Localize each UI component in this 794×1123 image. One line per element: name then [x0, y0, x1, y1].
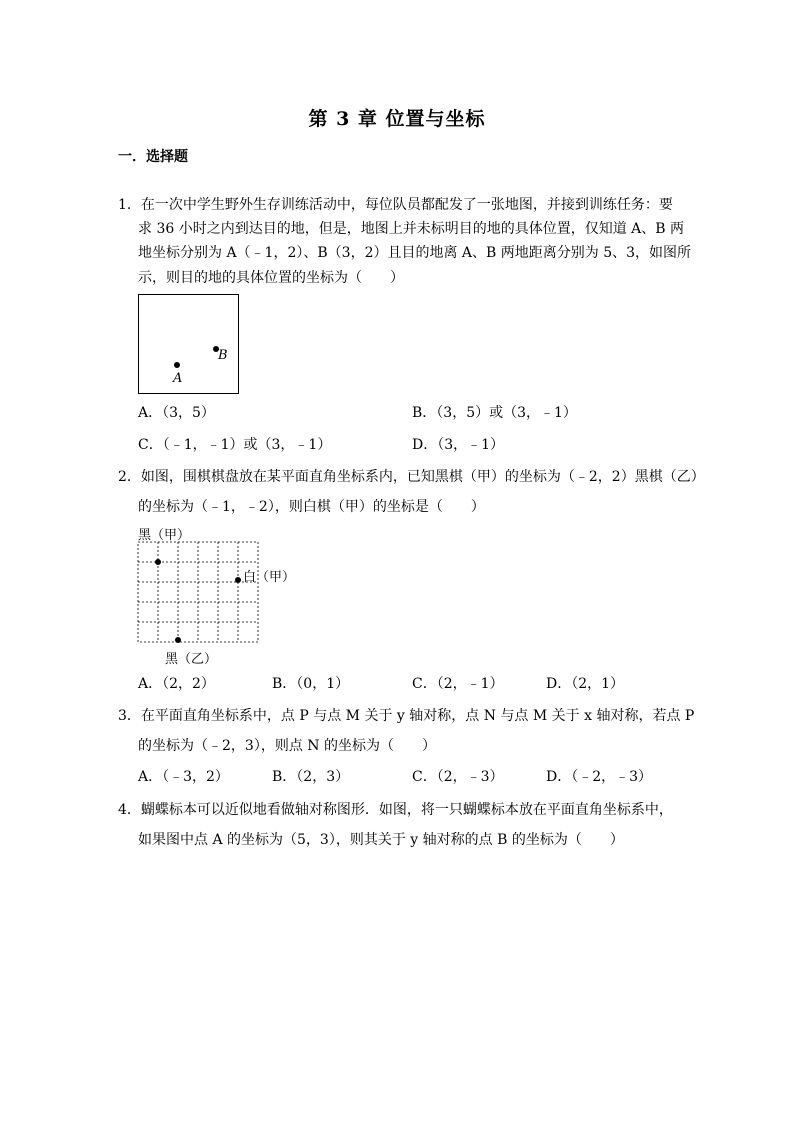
page-title: 第 3 章 位置与坐标 [308, 108, 486, 130]
q1-option-a: A．（3，5） [138, 405, 215, 421]
point-b-label: B [218, 348, 228, 363]
q1-text-line-4: 示，则目的地的具体位置的坐标为（ ） [138, 270, 404, 286]
q3-text-line-2: 的坐标为（﹣2，3），则点 N 的坐标为（ ） [138, 738, 436, 754]
q3-text-line-1: 3．在平面直角坐标系中，点 P 与点 M 关于 y 轴对称，点 N 与点 M 关于 x 轴对称，若点 P [118, 708, 695, 724]
q2-option-c: C．（2，﹣1） [412, 676, 504, 692]
section-heading: 一．选择题 [118, 149, 188, 165]
q4-text-line-1: 4．蝴蝶标本可以近似地看做轴对称图形．如图，将一只蝴蝶标本放在平面直角坐标系中， [118, 802, 673, 818]
point-a-label: A [173, 371, 183, 386]
black-jia-stone [155, 559, 161, 565]
q1-option-c: C．（﹣1，﹣1）或（3，﹣1） [138, 437, 332, 453]
black-yi-stone [175, 637, 181, 643]
q2-text-line-2: 的坐标为（﹣1，﹣2），则白棋（甲）的坐标是（ ） [138, 499, 485, 515]
q4-text-line-2: 如果图中点 A 的坐标为（5，3），则其关于 y 轴对称的点 B 的坐标为（ ） [138, 832, 624, 848]
point-a-dot [174, 362, 180, 368]
q3-option-a: A．（﹣3，2） [138, 769, 229, 785]
white-jia-label: 白（甲） [243, 570, 296, 585]
q3-option-b: B．（2，3） [272, 769, 350, 785]
go-board-grid [138, 542, 258, 642]
q1-map-figure [138, 294, 239, 394]
go-board-figure [136, 540, 262, 646]
black-yi-label: 黑（乙） [165, 652, 218, 667]
q1-text-line-1: 1．在一次中学生野外生存训练活动中，每位队员都配发了一张地图，并接到训练任务：要 [118, 197, 673, 213]
q1-option-d: D．（3，﹣1） [412, 437, 505, 453]
q1-text-line-3: 地坐标分别为 A（﹣1，2）、B（3，2）且目的地离 A、B 两地距离分别为 5、3，如图所 [138, 245, 692, 261]
q1-text-line-2: 求 36 小时之内到达目的地，但是，地图上并未标明目的地的具体位置，仅知道 A、B 两 [138, 221, 685, 237]
q2-option-d: D．（2，1） [546, 676, 625, 692]
q3-option-c: C．（2，﹣3） [412, 769, 504, 785]
q3-option-d: D．（﹣2，﹣3） [546, 769, 653, 785]
q2-text-line-1: 2．如图，围棋棋盘放在某平面直角坐标系内，已知黑棋（甲）的坐标为（﹣2，2）黑棋（乙） [118, 469, 705, 485]
black-jia-label: 黑（甲） [138, 528, 191, 543]
white-jia-stone [235, 577, 241, 583]
q1-option-b: B．（3，5）或（3，﹣1） [412, 405, 577, 421]
q2-option-b: B．（0，1） [272, 676, 350, 692]
q2-option-a: A．（2，2） [138, 676, 215, 692]
